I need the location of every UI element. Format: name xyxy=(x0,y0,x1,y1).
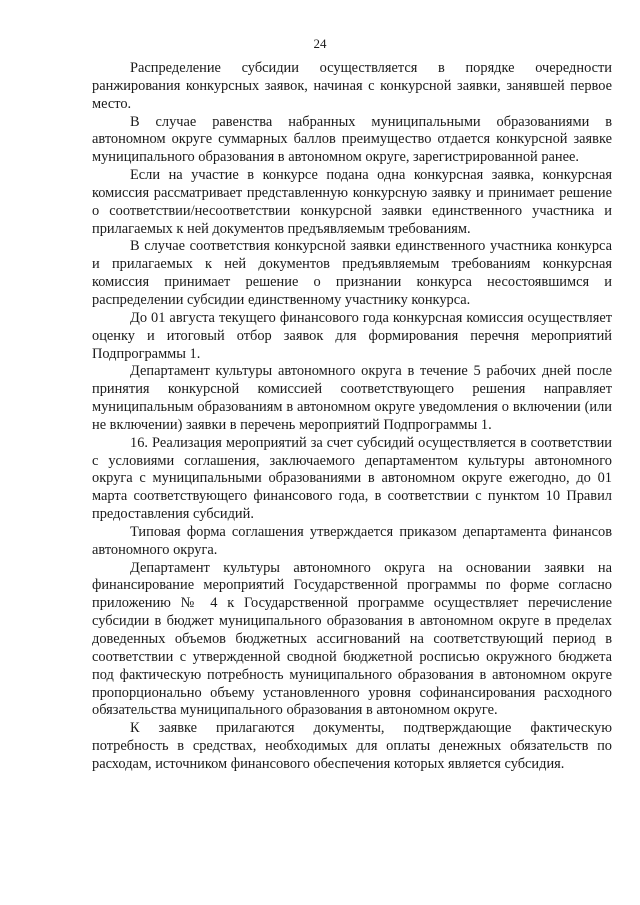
paragraph: В случае равенства набранных муниципальными образованиями в автономном округе суммарных баллов преимущество отдается конкурсной заявке муниципального образования в автономном округе, зарегистрированной ранее. xyxy=(92,113,612,166)
body-text xyxy=(92,60,612,774)
paragraph: К заявке прилагаются документы, подтверждающие фактическую потребность в средствах, необходимых для оплаты денежных обязательств по расходам, источником финансового обеспечения которых является субсидия. xyxy=(92,720,612,772)
paragraph: 16. Реализация мероприятий за счет субсидий осуществляется в соответствии с условиями соглашения, заключаемого департаментом культуры автономного округа с муниципальными образованиями в автономном округе ежегодно, до 01 марта соответствующего финансового года, в соответствии с пунктом 10 Правил предоставления субсидий. xyxy=(92,434,612,523)
paragraph: До 01 августа текущего финансового года конкурсная комиссия осуществляет оценку и итоговый отбор заявок для формирования перечня мероприятий Подпрограммы 1. xyxy=(92,309,612,362)
paragraph: Департамент культуры автономного округа в течение 5 рабочих дней после принятия конкурсной комиссией соответствующего решения направляет муниципальным образованиям в автономном округе уведомления о включении (или не включении) заявки в перечень мероприятий Подпрограммы 1. xyxy=(92,363,612,433)
paragraph: Департамент культуры автономного округа на основании заявки на финансирование мероприятий Государственной программы по форме согласно приложению № 4 к Государственной программе осуществляет перечисление субсидии в бюджет муниципального образования в автономном округе в пределах доведенных объемов бюджетных ассигнований на соответствующий период в соответствии с утвержденной сводной бюджетной росписью окружного бюджета под фактическую потребность муниципального образования в автономном округе пропорционально объему установленного уровня софинансирования расходного обязательства муниципального образования в автономном округе. xyxy=(92,559,612,719)
paragraph: Типовая форма соглашения утверждается приказом департамента финансов автономного округа. xyxy=(92,523,612,558)
paragraph: Если на участие в конкурсе подана одна конкурсная заявка, конкурсная комиссия рассматривает представленную конкурсную заявку и принимает решение о соответствии/несоответствии конкурсной заявки единственного участника и прилагаемых к ней документов предъявляемым требованиям. xyxy=(92,167,612,237)
paragraph: Распределение субсидии осуществляется в порядке очередности ранжирования конкурсных заявок, начиная с конкурсной заявки, занявшей первое место. xyxy=(92,60,612,112)
page-number: 24 xyxy=(313,36,327,51)
paragraph: В случае соответствия конкурсной заявки единственного участника конкурса и прилагаемых к ней документов предъявляемым требованиям конкурсная комиссия принимает решение о признании конкурса несостоявшимся и распределении субсидии единственному участнику конкурса. xyxy=(92,238,612,308)
